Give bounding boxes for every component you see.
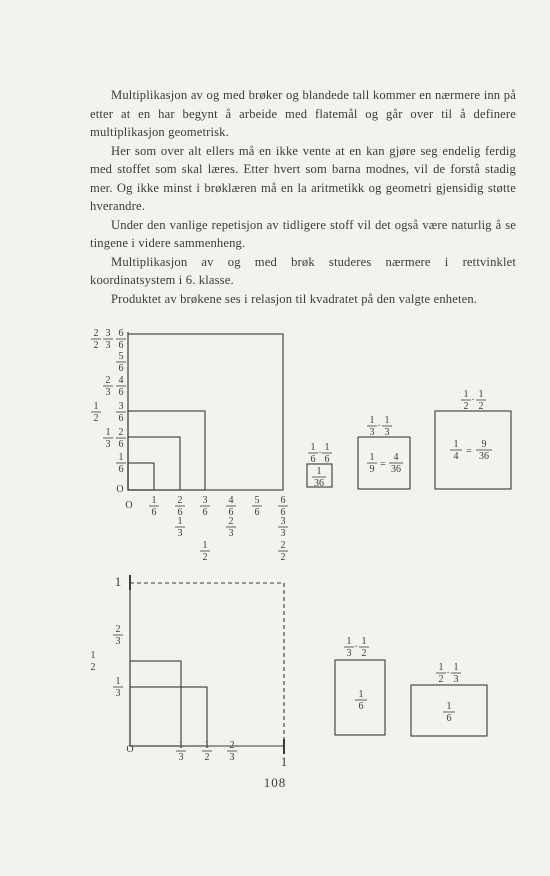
fig2-a-f1n: 1 bbox=[346, 636, 352, 647]
fig2-b-f1n: 1 bbox=[438, 662, 444, 673]
fig1-y-top-num1: 2 bbox=[93, 328, 99, 339]
fig2-origin: O bbox=[126, 744, 134, 755]
fig1-x2-num-2: 2 bbox=[280, 540, 286, 551]
fig1-b-dot: · bbox=[377, 421, 381, 432]
fig1-b-rd: 9 bbox=[369, 464, 375, 475]
fig1-x3-num-2: 2 bbox=[228, 516, 234, 527]
fig2-y-2-3-den: 3 bbox=[115, 636, 121, 647]
fig2-y-1-3-den: 3 bbox=[115, 688, 121, 699]
fig1-origin-top: O bbox=[116, 484, 124, 495]
fig2-rect-1-2-by-1-3 bbox=[130, 687, 207, 746]
fig1-c-f2d: 2 bbox=[478, 401, 484, 412]
fig1-c-f1n: 1 bbox=[463, 389, 469, 400]
fig1-y-top-num3: 6 bbox=[118, 328, 124, 339]
fig2-x-1-2-num: 1 bbox=[204, 740, 210, 751]
fig2-x-end-label: 1 bbox=[280, 754, 288, 769]
fig2-a-f2d: 2 bbox=[361, 648, 367, 659]
fig1-y-2-6-den: 6 bbox=[118, 439, 124, 450]
fig1-x3-num-3: 3 bbox=[280, 516, 286, 527]
fig1-a-rn: 1 bbox=[316, 466, 322, 477]
fig1-y-top-den2: 3 bbox=[105, 340, 111, 351]
fig1-c-rd: 4 bbox=[453, 451, 459, 462]
fig2-rect-1-3-by-1-2 bbox=[130, 661, 181, 746]
fig1-a-f1n: 1 bbox=[310, 442, 316, 453]
fig1-y-4-6-den: 6 bbox=[118, 387, 124, 398]
fig1-y-1-2-den: 2 bbox=[93, 413, 99, 424]
fig1-a-dot: · bbox=[318, 448, 322, 459]
fig1-b-f1d: 3 bbox=[369, 427, 375, 438]
fig1-y-1-6-den: 6 bbox=[118, 464, 124, 475]
fig2-x-2-3-den: 3 bbox=[229, 752, 235, 763]
fig1-x-den-3: 6 bbox=[202, 507, 208, 518]
fig1-y-top-num2: 3 bbox=[105, 328, 111, 339]
fig1-c-dot: · bbox=[471, 395, 475, 406]
fig1-c-r2n: 9 bbox=[481, 439, 487, 450]
fig2-x-1-3-den: 3 bbox=[178, 752, 184, 763]
fig1-c-f1d: 2 bbox=[463, 401, 469, 412]
fig1-y-2-3-num: 2 bbox=[105, 375, 111, 386]
fig2-y-1-3-num: 1 bbox=[115, 676, 121, 687]
fig1-x-num-4: 4 bbox=[228, 495, 234, 506]
fig1-b-rn: 1 bbox=[369, 452, 375, 463]
fig1-y-4-6-num: 4 bbox=[118, 375, 124, 386]
paragraph-5: Produktet av brøkene ses i relasjon til kvadratet på den valgte enheten. bbox=[111, 291, 478, 306]
fig1-y-1-3-num: 1 bbox=[105, 427, 111, 438]
fig2-b-rd: 6 bbox=[446, 713, 452, 724]
fig1-y-5-6-den: 6 bbox=[118, 363, 124, 374]
fig2-b-f2n: 1 bbox=[453, 662, 459, 673]
page-number: 108 bbox=[263, 775, 287, 790]
fig2-a-f2n: 1 bbox=[361, 636, 367, 647]
fig1-x-den-5: 6 bbox=[254, 507, 260, 518]
fig1-x-den-2: 6 bbox=[177, 507, 183, 518]
fig1-c-r2d: 36 bbox=[479, 451, 489, 462]
fig1-y-1-3-den: 3 bbox=[105, 439, 111, 450]
fig2-y-1-2-den: 2 bbox=[90, 662, 96, 673]
fig1-x-num-2: 2 bbox=[177, 495, 183, 506]
fig1-b-f1n: 1 bbox=[369, 415, 375, 426]
fig1-x3-den-3: 3 bbox=[280, 528, 286, 539]
fig1-a-f2d: 6 bbox=[324, 454, 330, 465]
fig1-a-f1d: 6 bbox=[310, 454, 316, 465]
fig2-box-a-labels bbox=[344, 636, 369, 712]
fig1-a-rd: 36 bbox=[314, 478, 324, 489]
fig1-x3-den-1: 3 bbox=[177, 528, 183, 539]
fig2-x-labels bbox=[176, 740, 237, 763]
fig2-a-rn: 1 bbox=[358, 689, 364, 700]
fig1-b-f2d: 3 bbox=[384, 427, 390, 438]
fig1-x-den-4: 6 bbox=[228, 507, 234, 518]
fig2-x-1-2-den: 2 bbox=[204, 752, 210, 763]
fig1-origin: O bbox=[125, 500, 133, 511]
paragraph-3: Under den vanlige repetisjon av tidligere stoff vil det også være naturlig å se tingene i videre sammenheng. bbox=[90, 217, 516, 250]
fig2-b-f2d: 3 bbox=[453, 674, 459, 685]
fig1-y-5-6-num: 5 bbox=[118, 351, 124, 362]
fig1-c-f2n: 1 bbox=[478, 389, 484, 400]
fig1-y-2-6-num: 2 bbox=[118, 427, 124, 438]
fig1-x2-den-2: 2 bbox=[280, 552, 286, 563]
fig1-y-1-2-num: 1 bbox=[93, 401, 99, 412]
fig1-b-r2n: 4 bbox=[393, 452, 399, 463]
paragraph-1: Multiplikasjon av og med brøker og blandede tall kommer en nærmere inn på etter at en har begynt å arbeide med flatemål og går over til å definere multiplikasjon geometrisk. bbox=[90, 88, 516, 139]
fig2-x-1-3-num: 1 bbox=[178, 740, 184, 751]
fig2-y-1-2-num: 1 bbox=[90, 650, 96, 661]
fig1-x2-den-1: 2 bbox=[202, 552, 208, 563]
fig1-x-den-1: 6 bbox=[151, 507, 157, 518]
fig1-x-num-6: 6 bbox=[280, 495, 286, 506]
fig2-a-dot: · bbox=[354, 642, 358, 653]
fig2-y-top-label: 1 bbox=[114, 574, 122, 589]
fig1-y-top-den3: 6 bbox=[118, 340, 124, 351]
fig1-y-3-6-num: 3 bbox=[118, 401, 124, 412]
fig1-b-eq: = bbox=[380, 459, 386, 470]
fig2-y-2-3-num: 2 bbox=[115, 624, 121, 635]
fig2-a-f1d: 3 bbox=[346, 648, 352, 659]
fig1-x-num-1: 1 bbox=[151, 495, 157, 506]
fig1-c-eq: = bbox=[466, 446, 472, 457]
fig1-y-top-den1: 2 bbox=[93, 340, 99, 351]
fig1-b-r2d: 36 bbox=[391, 464, 401, 475]
fig2-x-2-3-num: 2 bbox=[229, 740, 235, 751]
fig1-y-1-6-num: 1 bbox=[118, 452, 124, 463]
fig2-b-f1d: 2 bbox=[438, 674, 444, 685]
fig1-a-f2n: 1 bbox=[324, 442, 330, 453]
fig1-b-f2n: 1 bbox=[384, 415, 390, 426]
paragraph-2: Her som over alt ellers må en ikke vente at en kan gjøre seg endelig ferdig med stoffet som skal læres. Etter hvert som barna modnes, vil de forstå stadig mer. Og ikke minst i brøklæren må en la aritmetikk og geometri gjensidig støtte hverandre. bbox=[90, 143, 516, 213]
fig1-x2-num-1: 1 bbox=[202, 540, 208, 551]
fig1-x-num-5: 5 bbox=[254, 495, 260, 506]
fig1-x-den-6: 6 bbox=[280, 507, 286, 518]
fig1-x-num-3: 3 bbox=[202, 495, 208, 506]
fig1-x3-num-1: 1 bbox=[177, 516, 183, 527]
fig2-b-rn: 1 bbox=[446, 701, 452, 712]
fig1-y-2-3-den: 3 bbox=[105, 387, 111, 398]
fig1-y-3-6-den: 6 bbox=[118, 413, 124, 424]
fig1-x3-den-2: 3 bbox=[228, 528, 234, 539]
fig2-b-dot: · bbox=[446, 668, 450, 679]
fig2-y-labels bbox=[91, 624, 124, 699]
paragraph-4: Multiplikasjon av og med brøk studeres nærmere i rettvinklet koordinatsystem i 6. klasse. bbox=[90, 254, 516, 287]
fig2-box-b-labels bbox=[436, 662, 461, 724]
fig1-c-rn: 1 bbox=[453, 439, 459, 450]
fig2-a-rd: 6 bbox=[358, 701, 364, 712]
